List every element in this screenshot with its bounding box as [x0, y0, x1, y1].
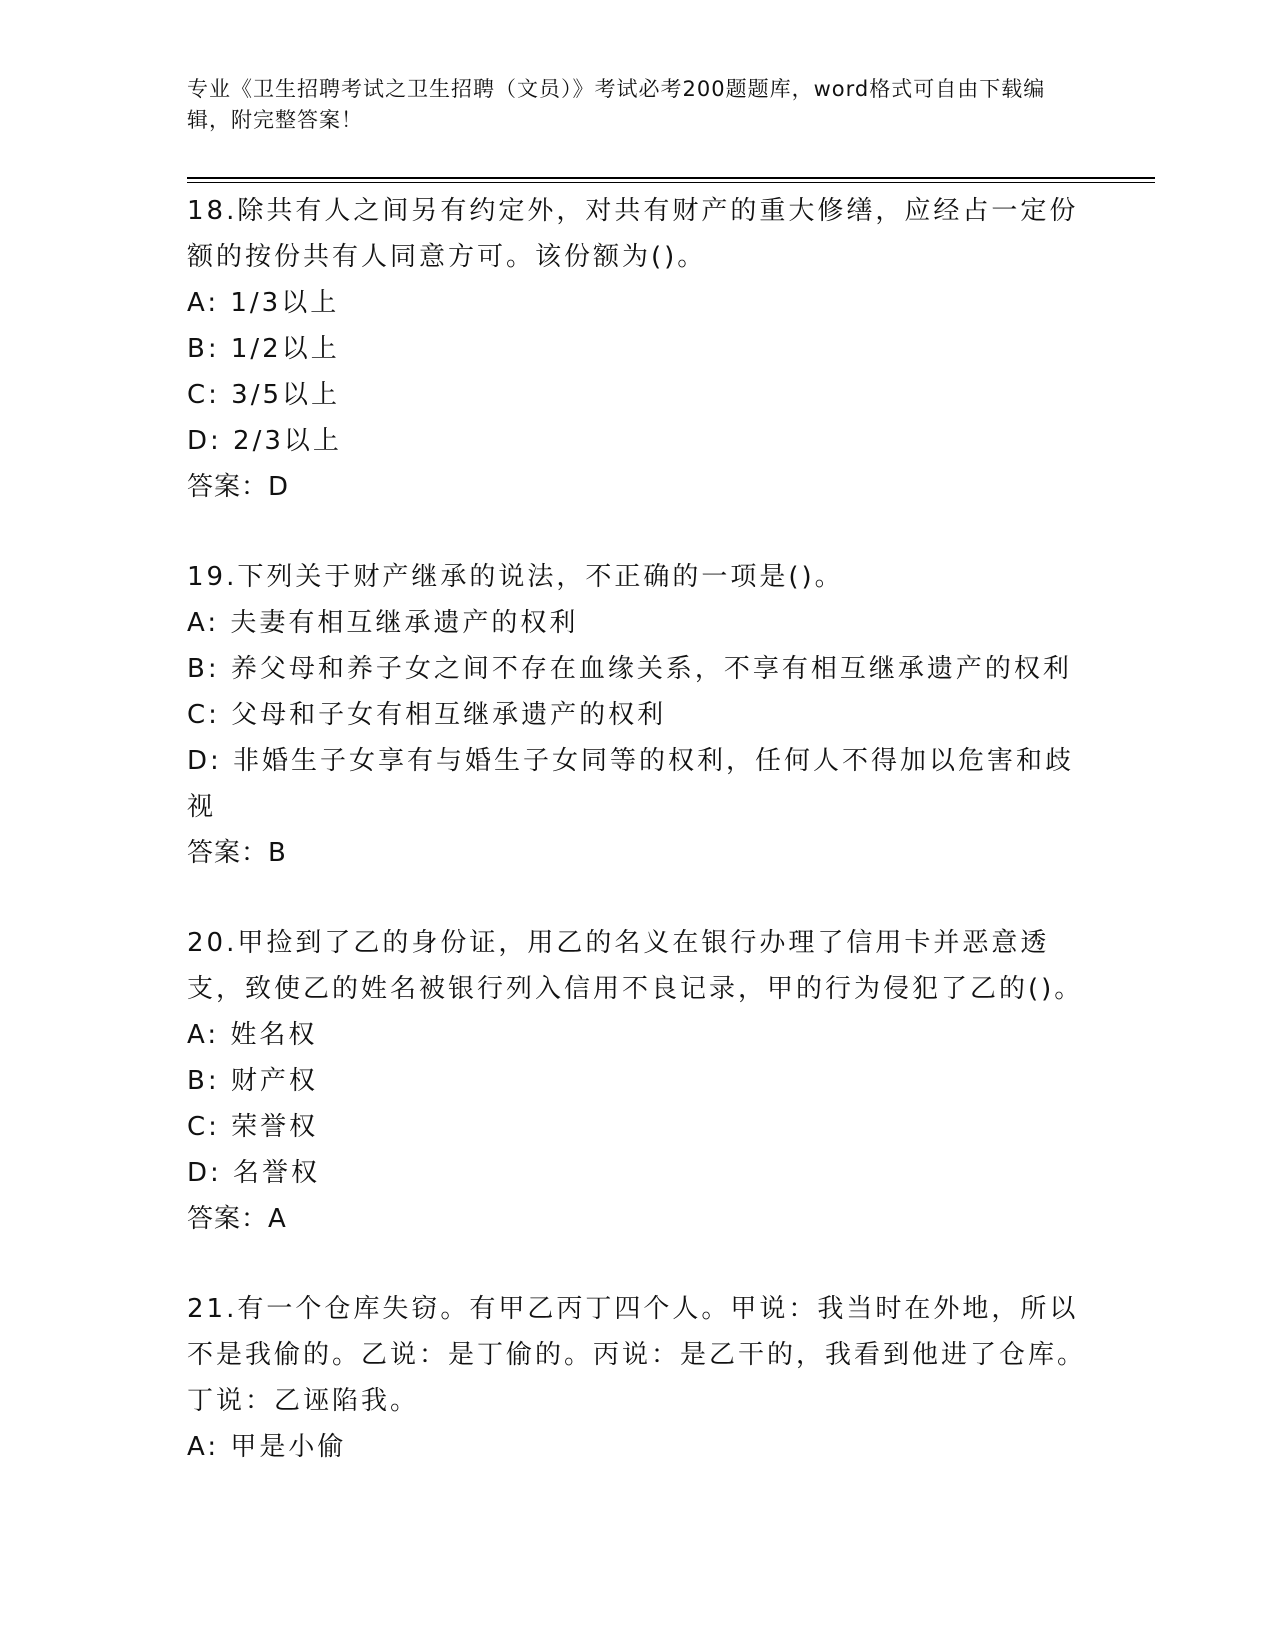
header-divider-thick: [187, 177, 1155, 179]
question-text: 19.下列关于财产继承的说法，不正确的一项是()。: [187, 562, 844, 592]
question-text: 20.甲捡到了乙的身份证，用乙的名义在银行办理了信用卡并恶意透支，致使乙的姓名被银行列入信用不良记录，甲的行为侵犯了乙的()。: [187, 928, 1084, 1004]
question-text: 18.除共有人之间另有约定外，对共有财产的重大修缮，应经占一定份额的按份共有人同意方可。该份额为()。: [187, 196, 1079, 272]
option-a: A: 夫妻有相互继承遗产的权利: [187, 608, 579, 638]
option-c: C: 荣誉权: [187, 1112, 319, 1142]
question-list: [187, 188, 1087, 1514]
option-a: A: 1/3以上: [187, 288, 340, 318]
question-19: [187, 554, 1087, 876]
option-b: B: 养父母和养子女之间不存在血缘关系，不享有相互继承遗产的权利: [187, 654, 1072, 684]
answer: 答案：B: [187, 838, 287, 868]
option-d: D: 名誉权: [187, 1158, 321, 1188]
option-d: D: 2/3以上: [187, 426, 342, 456]
question-21: [187, 1286, 1087, 1470]
question-20: [187, 920, 1087, 1242]
option-a: A: 姓名权: [187, 1020, 318, 1050]
question-18: [187, 188, 1087, 510]
header-divider-thin: [187, 182, 1155, 183]
option-d: D: 非婚生子女享有与婚生子女同等的权利，任何人不得加以危害和歧视: [187, 746, 1075, 822]
option-b: B: 1/2以上: [187, 334, 340, 364]
question-text: 21.有一个仓库失窃。有甲乙丙丁四个人。甲说：我当时在外地，所以不是我偷的。乙说：是丁偷的。丙说：是乙干的，我看到他进了仓库。丁说：乙诬陷我。: [187, 1294, 1087, 1416]
option-c: C: 父母和子女有相互继承遗产的权利: [187, 700, 667, 730]
option-a: A: 甲是小偷: [187, 1432, 347, 1462]
document-header: 专业《卫生招聘考试之卫生招聘（文员）》考试必考200题题库，word格式可自由下载编辑，附完整答案！: [187, 77, 1046, 132]
option-c: C: 3/5以上: [187, 380, 341, 410]
answer: 答案：A: [187, 1204, 287, 1234]
answer: 答案：D: [187, 472, 290, 502]
option-b: B: 财产权: [187, 1066, 318, 1096]
